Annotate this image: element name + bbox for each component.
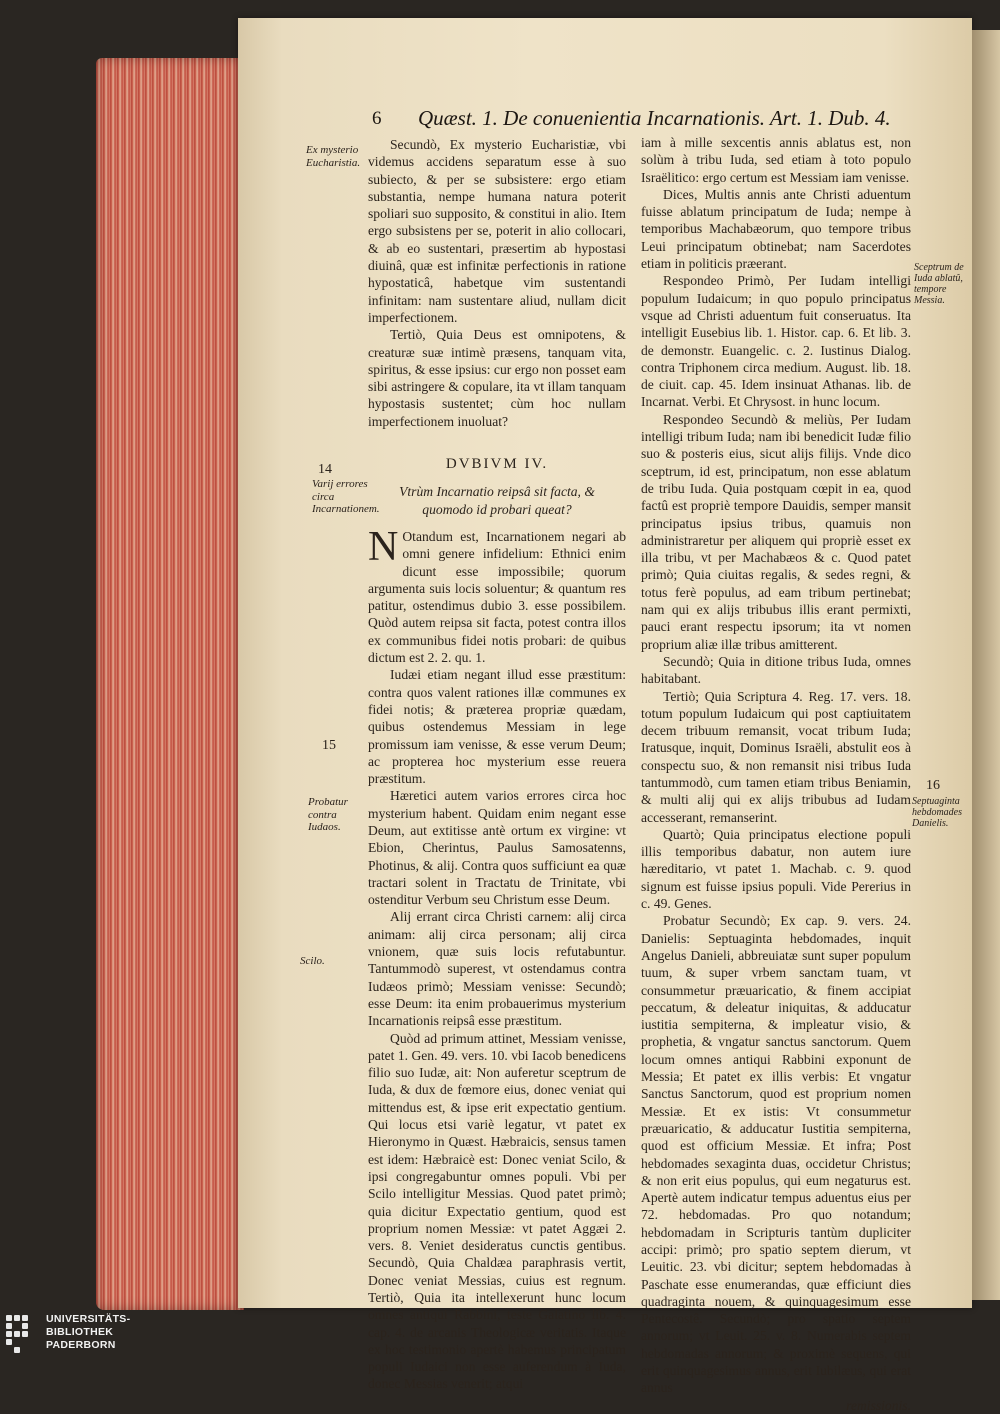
left-column xyxy=(368,136,626,1393)
logo-line: UNIVERSITÄTS- xyxy=(46,1313,131,1325)
paragraph: Tertiò; Quia Scriptura 4. Reg. 17. vers. 18. totum populum Iudaicum qui post captiuitatem decem tribuum remansit, vocat tribum Iuda; Iratusque, inquit, Dominus Israëli, abstulit eos à conspectu suo, & non remansit nisi tribus Iuda tantummodò, cum tamen etiam tribus Beniamin, & multi alij qui ex alijs tribubus ad Iudam accesserant, remanserint. xyxy=(641,688,911,825)
page-number: 6 xyxy=(372,108,382,129)
logo-line: PADERBORN xyxy=(46,1339,116,1351)
page-title: Quæst. 1. De conuenientia Incarnationis. Art. 1. Dub. 4. xyxy=(418,106,891,130)
section-question: Vtrùm Incarnatio reipsâ sit facta, & quomodo id probari queat? xyxy=(399,484,595,517)
paragraph: Respondeo Primò, Per Iudam intelligi populum Iudaicum; in quo populo principatus vsque ad Christi aduentum fuit conseruatus. Ita intelligit Eusebius lib. 1. Histor. cap. 6. Et lib. 3. de demonstr. Euangelic. c. 2. Iustinus Dialog. contra Triphonem circa medium. August. lib. 18. de ciuit. cap. 45. Idem insinuat Athanas. lib. de Incarnat. Verbi. Et Chrysost. in hunc locum. xyxy=(641,273,911,410)
paragraph: Iudæi etiam negant illud esse præstitum: contra quos valent rationes illæ communes ex fidei notis; & præterea propriæ quædam, quibus ostendemus Messiam in lege promissum iam venisse, & esse verum Deum; ac propterea hoc mysterium esse reuera præstitum. xyxy=(368,667,626,787)
margin-note: Septuaginta hebdomades Danielis. xyxy=(912,796,962,829)
paragraph: Dices, Multis annis ante Christi aduentum fuisse ablatum principatum de Iuda; nempe à temporibus Machabæorum, quo tempore tribus Leui principatum obtinebat; nam Sacerdotes etiam in politicis præerant. xyxy=(641,186,911,272)
margin-note: Sceptrum de Iuda ablatû, tempore Messia. xyxy=(914,262,964,306)
logo-line: BIBLIOTHEK xyxy=(46,1326,114,1338)
logo-text xyxy=(46,1313,130,1352)
paragraph: Tertiò, Quia Deus est omnipotens, & creaturæ suæ intimè præsens, tanquam vita, spiritus, & esse ipsius: cur ergo non posset eam sibi astringere & copulare, ita vt illam tanquam hypostasis sustentet; cùm hoc nullam imperfectionem inuoluat? xyxy=(368,327,626,429)
margin-number: 14 xyxy=(318,462,332,477)
margin-note: Probatur contra Iudaos. xyxy=(308,796,348,833)
paragraph: Quartò; Quia principatus electione populi illis temporibus dabatur, non autem iure hæreditario, vt patet 1. Machab. c. 9. quod signum est fuisse ipsius populi. Vide Pererius in c. 49. Genes. xyxy=(641,826,911,912)
catchword: remissionis. xyxy=(846,1397,911,1413)
paragraph: Respondeo Secundò & meliùs, Per Iudam intelligi tribum Iuda; nam ibi benedicit Iudæ filio suo & posteris eius, sicut alijs filijs. Vnde dico sceptrum, id est, principatum, non esse ablatum de tribu Iuda. Quia postquam cœpit in ea, quod factû est propriè tempore Dauidis, semper mansit principatus ipsius tribus, quamuis non administraretur per aliquem qui propriè esset ex illa tribu, vt per Machabæos & c. Quod patet primò; Quia ciuitas regalis, & sedes regni, & totus ferè populus, ad eam tribum pertinebat; nam qui ex alijs tribubus illis erant permixti, pauci erant respectu ipsorum; ita vt nomen proprium aliæ illæ tribus amitterent. xyxy=(641,411,911,652)
margin-note: Ex mysterio Eucharistia. xyxy=(306,144,361,169)
paragraph-text: Otandum est, Incarnationem negari ab omni genere infidelium: Ethnici enim dicunt esse impossibile; quorum argumenta suis locis soluentur; & quantum res patitur, ostendimus dubio 3. esse possibilem. Quòd autem reipsa sit facta, potest contra illos ex communibus fidei notis probari: de quibus dictum est 2. 2. qu. 1. xyxy=(368,528,626,666)
drop-cap: N xyxy=(368,523,399,570)
margin-number: 15 xyxy=(322,738,336,753)
paragraph: Secundò, Ex mysterio Eucharistiæ, vbi videmus accidens separatum esse à suo subiecto, & per se subsistere: ergo etiam substantia, nempe humana natura poterit spoliari suo supposito, & constitui in alio. Item ergo subsistens per se, poterit in alio collocari, & ab eo sustentari, præsertim ab hypostasi diuinâ, quæ est infinitæ perfectionis in ratione hypostaticâ, habetque vim sustentandi infinitam: nam sustentare aliud, nullam dicit imperfectionem. xyxy=(368,137,626,325)
logo-mark-icon xyxy=(6,1315,40,1355)
paragraph: iam à mille sexcentis annis ablatus est, non solùm à tribu Iuda, sed etiam à toto populo Israëlitico: ergo certum est Messiam iam venisse. xyxy=(641,135,911,185)
right-column xyxy=(641,134,911,1414)
paragraph: Secundò; Quia in ditione tribus Iuda, omnes habitabant. xyxy=(641,653,911,687)
margin-number: 16 xyxy=(926,778,940,793)
page-edges xyxy=(96,58,244,1310)
section-heading: DVBIVM IV. xyxy=(445,456,549,473)
paragraph: Hæretici autem varios errores circa hoc mysterium habent. Quidam enim negant esse Deum, aut extitisse antè ortum ex virgine: vt Ebion, Cherintus, Paulus Samosatenns, Photinus, & alij. Contra quos sufficiunt ea quæ tractari solent in Tractatu de Trinitate, vbi ostenditur Verbum seu Christum esse Deum. xyxy=(368,788,626,908)
margin-note: Scilo. xyxy=(300,955,325,967)
facing-page-edge xyxy=(972,30,1000,1300)
paragraph: Quòd ad primum attinet, Messiam venisse, patet 1. Gen. 49. vers. 10. vbi Iacob benedicens filio suo Iudæ, ait: Non auferetur sceptrum de Iuda, & dux de fœmore eius, donec veniat qui mittendus est, & ipse erit expectatio gentium. Qui locus etsi variè legatur, vt patet ex Hieronymo in Quæst. Hæbraicis, sensus tamen est idem: Hæbraicè est: Donec veniat Scilo, & ipsi congregabuntur omnes populi. Vbi per Scilo intelligitur Messias. Quod patet primò; quia dicitur Expectatio gentium, quod est proprium nomen Messiæ: vt patet Aggæi 2. vers. 8. Veniet desideratus cunctis gentibus. Secundò, Quia Chaldæa paraphrasis vertit, Donec veniat Messias, cuius est regnum. Tertiò, Quia ita intellexerunt hunc locum omnes antiqui Rabbini, teste Galatino lib. 4. cap. 4. de arcanis Theologicæ veritatis. Itaque ex hoc testimonio apertè habemus principatum populi Iudaici non esse auferendum à Iuda, donec Messias venerit; atqui xyxy=(368,1030,626,1392)
paragraph xyxy=(368,523,626,666)
running-head xyxy=(372,106,891,136)
paragraph: Alij errant circa Christi carnem: alij circa animam: alij circa personam; alij circa vnionem, quæ suis locis refutabuntur. Tantummodò superest, vt ostendamus contra Iudæos primò; Messiam venisse: Secundò; esse Deum: ita enim probauerimus mysterium Incarnationis reipsâ esse præstitum. xyxy=(368,909,626,1029)
paragraph: Probatur Secundò; Ex cap. 9. vers. 24. Danielis: Septuaginta hebdomades, inquit Angelus Danieli, abbreuiatæ sunt super populum tuum, & super vrbem sanctam tuam, vt consummetur præuaricatio, & finem accipiat peccatum, & deleatur iniquitas, & adducatur iustitia sempiterna, & impleatur visio, & prophetia, & vngatur sanctus sanctorum. Quem locum omnes antiqui Rabbini exponunt de Messia; Et patet ex illis verbis: Et vngatur Sanctus Sanctorum, quod est proprium nomen Messiæ. Et ex istis: Vt consummetur præuaricatio, & adducatur Iustitia sempiterna, quod est officium Messiæ. Et infra; Post hebdomades sexaginta duas, occidetur Christus; & non erit eius populus, qui eum negaturus est. Apertè autem indicatur tempus aduentus eius per 72. hebdomadas. Pro quo notandum; hebdomadam in Scripturis tantùm dupliciter accipi: primò; pro spatio septem dierum, vt Leuitic. 23. vbi dicitur; septem hebdomadas à Paschate esse enumerandas, quæ efficiunt dies quadraginta nouem, & quinquagesimum esse Pentecostê. Secundò; pro spatio septem annorum; vt Leuit. 25. v. 8. Numerabis septem hebdomadas annorum; & proximè sequens, qui erit quinquagesimus annus, erit Iubilæus, qui erat annus xyxy=(641,913,911,1396)
margin-note: Varij errores circa Incarnationem. xyxy=(312,478,380,515)
library-logo xyxy=(6,1311,146,1359)
